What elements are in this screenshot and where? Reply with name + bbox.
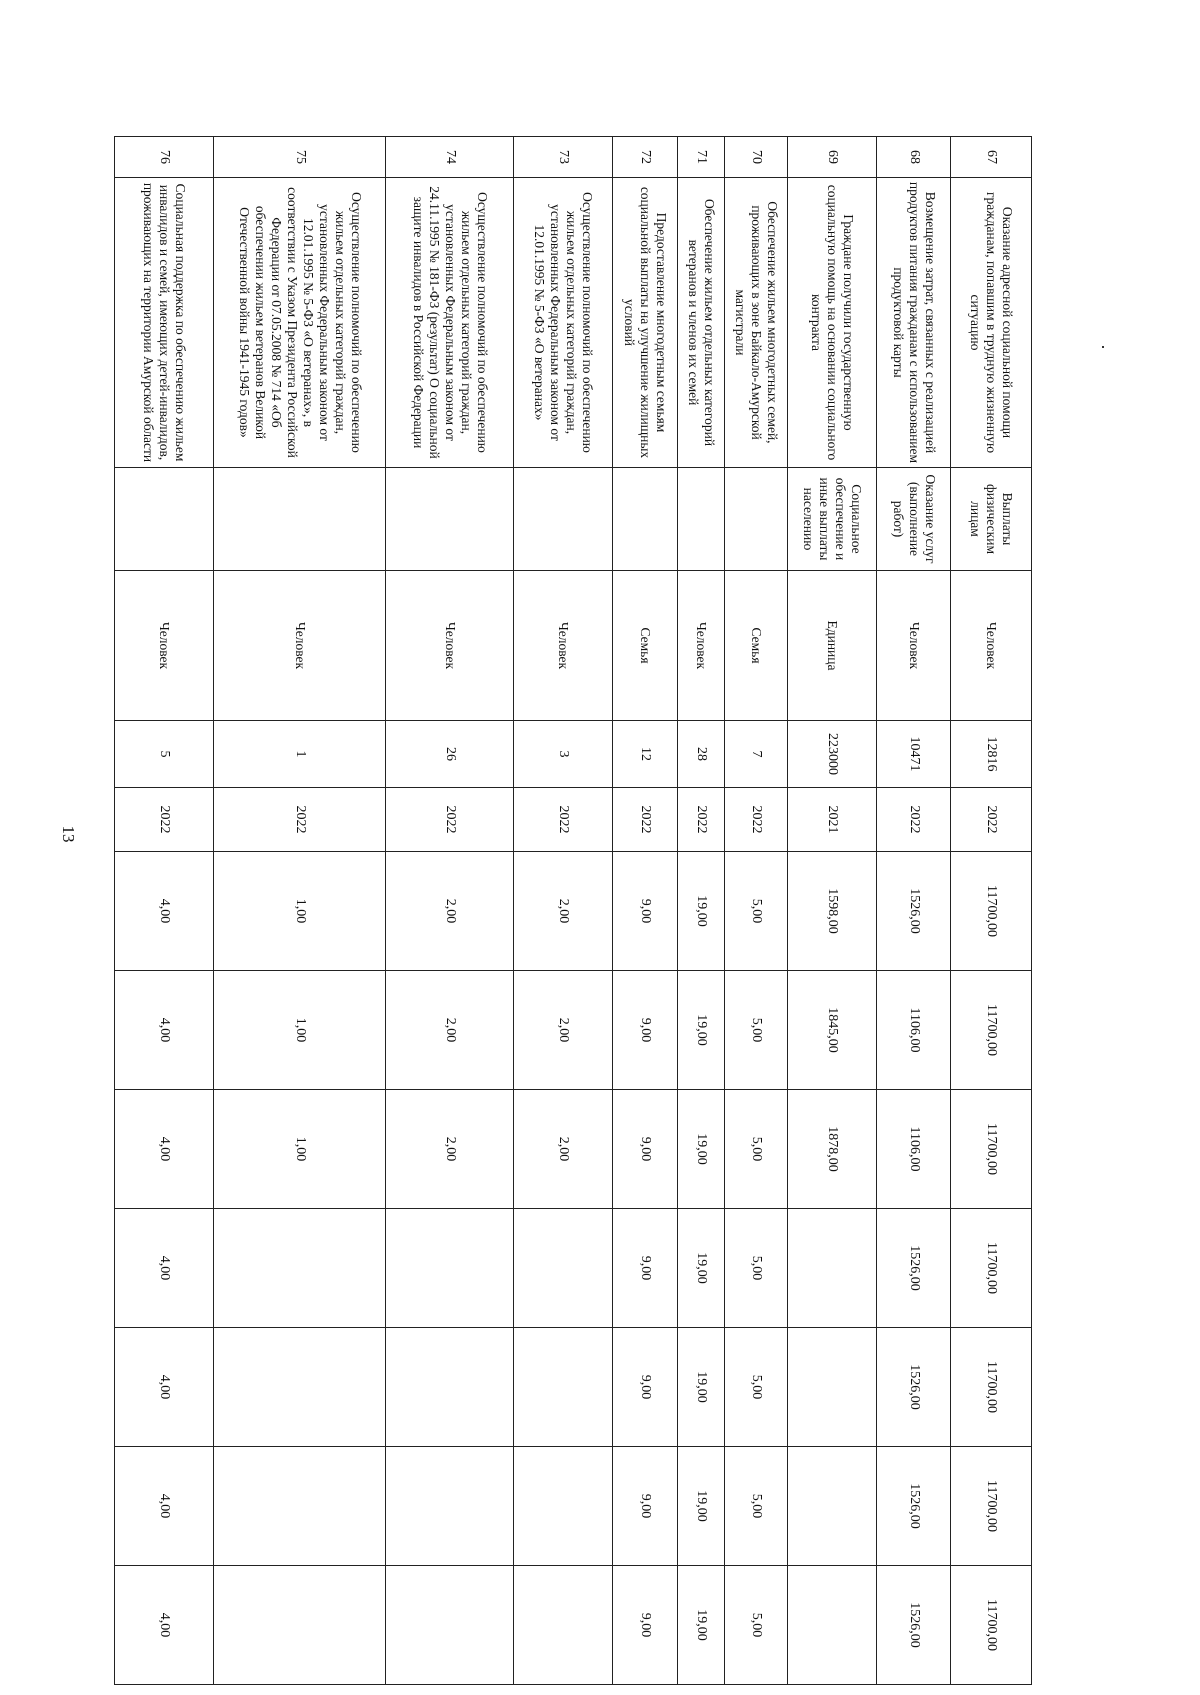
base-year-cell: 2022 bbox=[514, 788, 613, 852]
year-value-cell: 11700,00 bbox=[951, 1090, 1032, 1209]
indicator-name-cell: Осуществление полномочий по обеспечению жильем отдельных категорий граждан, установленных Федеральным законом от 24.11.1995 № 181-ФЗ (результат) О социальной защите инвалидов в Российской Федерации bbox=[386, 178, 514, 468]
year-value-cell bbox=[386, 1209, 514, 1328]
year-value-cell bbox=[213, 1447, 386, 1566]
year-value-cell bbox=[787, 1209, 877, 1328]
table-row bbox=[612, 137, 677, 1685]
year-value-cell: 11700,00 bbox=[951, 971, 1032, 1090]
year-value-cell: 5,00 bbox=[724, 1090, 787, 1209]
year-value-cell: 5,00 bbox=[724, 1328, 787, 1447]
indicator-name-cell: Обеспечение жильем отдельных категорий ветеранов и членов их семей bbox=[677, 178, 724, 468]
category-cell bbox=[724, 468, 787, 571]
indicator-name-cell: Предоставление многодетным семьям социальной выплаты на улучшение жилищных условий bbox=[612, 178, 677, 468]
unit-cell: Семья bbox=[724, 571, 787, 721]
table-body bbox=[115, 137, 1032, 1685]
category-cell bbox=[386, 468, 514, 571]
year-value-cell: 1,00 bbox=[213, 1090, 386, 1209]
year-value-cell: 9,00 bbox=[612, 1328, 677, 1447]
year-value-cell bbox=[386, 1566, 514, 1685]
year-value-cell: 9,00 bbox=[612, 1447, 677, 1566]
category-cell bbox=[612, 468, 677, 571]
year-value-cell: 2,00 bbox=[514, 971, 613, 1090]
indicator-name-cell: Граждане получили государственную социальную помощь на основании социального контракта bbox=[787, 178, 877, 468]
row-number-cell: 72 bbox=[612, 137, 677, 178]
year-value-cell: 2,00 bbox=[386, 852, 514, 971]
year-value-cell: 5,00 bbox=[724, 1566, 787, 1685]
base-year-cell: 2022 bbox=[724, 788, 787, 852]
category-cell: Выплаты физическим лицам bbox=[951, 468, 1032, 571]
indicator-name-cell: Возмещение затрат, связанных с реализацией продуктов питания гражданам с использованием продуктовой карты bbox=[877, 178, 951, 468]
year-value-cell: 11700,00 bbox=[951, 1328, 1032, 1447]
year-value-cell: 2,00 bbox=[514, 1090, 613, 1209]
category-cell bbox=[514, 468, 613, 571]
unit-cell: Семья bbox=[612, 571, 677, 721]
row-number-cell: 71 bbox=[677, 137, 724, 178]
base-year-cell: 2022 bbox=[612, 788, 677, 852]
year-value-cell: 1845,00 bbox=[787, 971, 877, 1090]
year-value-cell bbox=[386, 1328, 514, 1447]
indicators-table bbox=[114, 136, 1032, 1685]
year-value-cell: 1106,00 bbox=[877, 971, 951, 1090]
year-value-cell bbox=[213, 1328, 386, 1447]
year-value-cell: 11700,00 bbox=[951, 1447, 1032, 1566]
year-value-cell bbox=[213, 1209, 386, 1328]
year-value-cell bbox=[787, 1447, 877, 1566]
base-year-cell: 2021 bbox=[787, 788, 877, 852]
base-value-cell: 10471 bbox=[877, 721, 951, 788]
category-cell bbox=[677, 468, 724, 571]
unit-cell: Человек bbox=[677, 571, 724, 721]
row-number-cell: 76 bbox=[115, 137, 214, 178]
table-row bbox=[951, 137, 1032, 1685]
base-year-cell: 2022 bbox=[115, 788, 214, 852]
year-value-cell: 4,00 bbox=[115, 1566, 214, 1685]
table-row bbox=[677, 137, 724, 1685]
year-value-cell bbox=[787, 1328, 877, 1447]
category-cell: Социальное обеспечение и иные выплаты населению bbox=[787, 468, 877, 571]
base-value-cell: 1 bbox=[213, 721, 386, 788]
table-row bbox=[787, 137, 877, 1685]
row-number-cell: 67 bbox=[951, 137, 1032, 178]
year-value-cell: 1598,00 bbox=[787, 852, 877, 971]
year-value-cell: 1526,00 bbox=[877, 1209, 951, 1328]
base-value-cell: 12816 bbox=[951, 721, 1032, 788]
year-value-cell: 19,00 bbox=[677, 1090, 724, 1209]
year-value-cell: 1878,00 bbox=[787, 1090, 877, 1209]
year-value-cell: 2,00 bbox=[386, 1090, 514, 1209]
year-value-cell: 5,00 bbox=[724, 852, 787, 971]
indicator-name-cell: Оказание адресной социальной помощи гражданам, попавшим в трудную жизненную ситуацию bbox=[951, 178, 1032, 468]
year-value-cell: 4,00 bbox=[115, 852, 214, 971]
year-value-cell: 1526,00 bbox=[877, 852, 951, 971]
indicator-name-cell: Осуществление полномочий по обеспечению жильем отдельных категорий граждан, установленных Федеральным законом от 12.01.1995 № 5-ФЗ «О ветеранах» bbox=[514, 178, 613, 468]
unit-cell: Человек bbox=[213, 571, 386, 721]
row-number-cell: 69 bbox=[787, 137, 877, 178]
row-number-cell: 75 bbox=[213, 137, 386, 178]
base-value-cell: 223000 bbox=[787, 721, 877, 788]
row-number-cell: 68 bbox=[877, 137, 951, 178]
year-value-cell: 11700,00 bbox=[951, 1566, 1032, 1685]
base-year-cell: 2022 bbox=[213, 788, 386, 852]
base-value-cell: 5 bbox=[115, 721, 214, 788]
category-cell bbox=[115, 468, 214, 571]
table-row bbox=[877, 137, 951, 1685]
year-value-cell: 4,00 bbox=[115, 971, 214, 1090]
unit-cell: Человек bbox=[877, 571, 951, 721]
year-value-cell: 2,00 bbox=[386, 971, 514, 1090]
year-value-cell: 5,00 bbox=[724, 971, 787, 1090]
year-value-cell: 5,00 bbox=[724, 1209, 787, 1328]
year-value-cell: 1526,00 bbox=[877, 1328, 951, 1447]
base-value-cell: 3 bbox=[514, 721, 613, 788]
year-value-cell: 11700,00 bbox=[951, 1209, 1032, 1328]
year-value-cell: 1,00 bbox=[213, 971, 386, 1090]
unit-cell: Человек bbox=[951, 571, 1032, 721]
year-value-cell: 9,00 bbox=[612, 1090, 677, 1209]
year-value-cell bbox=[386, 1447, 514, 1566]
year-value-cell: 4,00 bbox=[115, 1328, 214, 1447]
table-row bbox=[386, 137, 514, 1685]
year-value-cell: 5,00 bbox=[724, 1447, 787, 1566]
year-value-cell: 19,00 bbox=[677, 852, 724, 971]
year-value-cell: 11700,00 bbox=[951, 852, 1032, 971]
year-value-cell: 1526,00 bbox=[877, 1566, 951, 1685]
year-value-cell: 9,00 bbox=[612, 852, 677, 971]
unit-cell: Человек bbox=[115, 571, 214, 721]
base-year-cell: 2022 bbox=[677, 788, 724, 852]
year-value-cell: 19,00 bbox=[677, 1566, 724, 1685]
scan-speck bbox=[1102, 346, 1104, 348]
base-value-cell: 7 bbox=[724, 721, 787, 788]
year-value-cell: 1106,00 bbox=[877, 1090, 951, 1209]
year-value-cell bbox=[514, 1209, 613, 1328]
year-value-cell bbox=[787, 1566, 877, 1685]
unit-cell: Единица bbox=[787, 571, 877, 721]
row-number-cell: 70 bbox=[724, 137, 787, 178]
row-number-cell: 74 bbox=[386, 137, 514, 178]
table-row bbox=[514, 137, 613, 1685]
base-year-cell: 2022 bbox=[877, 788, 951, 852]
year-value-cell: 19,00 bbox=[677, 1209, 724, 1328]
year-value-cell bbox=[514, 1566, 613, 1685]
unit-cell: Человек bbox=[514, 571, 613, 721]
row-number-cell: 73 bbox=[514, 137, 613, 178]
indicator-name-cell: Осуществление полномочий по обеспечению жильем отдельных категорий граждан, установленных Федеральным законом от 12.01.1995 № 5-ФЗ «О ветеранах», в соответствии с Указом Президента Российской Федерации от 07.05.2008 № 714 «Об обеспечении жильем ветеранов Великой Отечественной войны 1941-1945 годов» bbox=[213, 178, 386, 468]
base-value-cell: 26 bbox=[386, 721, 514, 788]
year-value-cell: 9,00 bbox=[612, 971, 677, 1090]
base-year-cell: 2022 bbox=[386, 788, 514, 852]
year-value-cell bbox=[514, 1328, 613, 1447]
indicator-name-cell: Обеспечение жильем многодетных семей, проживающих в зоне Байкало-Амурской магистрали bbox=[724, 178, 787, 468]
table-row bbox=[115, 137, 214, 1685]
year-value-cell: 9,00 bbox=[612, 1566, 677, 1685]
year-value-cell: 4,00 bbox=[115, 1447, 214, 1566]
year-value-cell: 2,00 bbox=[514, 852, 613, 971]
table-row bbox=[213, 137, 386, 1685]
year-value-cell: 4,00 bbox=[115, 1209, 214, 1328]
unit-cell: Человек bbox=[386, 571, 514, 721]
year-value-cell: 1,00 bbox=[213, 852, 386, 971]
page-number: 13 bbox=[59, 825, 78, 843]
year-value-cell: 1526,00 bbox=[877, 1447, 951, 1566]
year-value-cell bbox=[213, 1566, 386, 1685]
base-value-cell: 28 bbox=[677, 721, 724, 788]
year-value-cell: 19,00 bbox=[677, 1447, 724, 1566]
category-cell bbox=[213, 468, 386, 571]
year-value-cell bbox=[514, 1447, 613, 1566]
category-cell: Оказание услуг (выполнение работ) bbox=[877, 468, 951, 571]
year-value-cell: 19,00 bbox=[677, 971, 724, 1090]
rotated-table-container bbox=[114, 136, 1032, 1684]
year-value-cell: 4,00 bbox=[115, 1090, 214, 1209]
base-year-cell: 2022 bbox=[951, 788, 1032, 852]
year-value-cell: 9,00 bbox=[612, 1209, 677, 1328]
table-row bbox=[724, 137, 787, 1685]
base-value-cell: 12 bbox=[612, 721, 677, 788]
indicator-name-cell: Социальная поддержка по обеспечению жильем инвалидов и семей, имеющих детей-инвалидов, проживающих на территории Амурской области bbox=[115, 178, 214, 468]
year-value-cell: 19,00 bbox=[677, 1328, 724, 1447]
